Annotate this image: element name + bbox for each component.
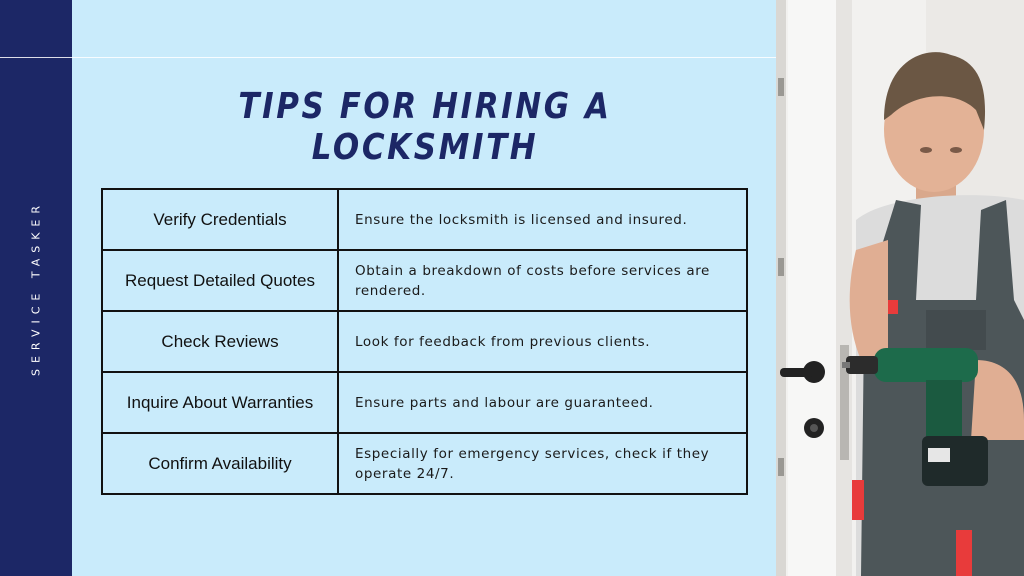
brand-text: SERVICE TASKER	[29, 199, 43, 377]
table-row	[102, 189, 747, 250]
tip-description: Look for feedback from previous clients.	[338, 311, 747, 372]
tip-description: Ensure parts and labour are guaranteed.	[338, 372, 747, 433]
tip-description: Especially for emergency services, check if they operate 24/7.	[338, 433, 747, 494]
table-row	[102, 433, 747, 494]
header-divider	[0, 57, 776, 58]
page-title: TIPS FOR HIRING A LOCKSMITH	[238, 86, 612, 168]
table-row	[102, 311, 747, 372]
table-row	[102, 250, 747, 311]
table-row	[102, 372, 747, 433]
tip-name: Inquire About Warranties	[102, 372, 338, 433]
tips-table	[101, 188, 748, 495]
locksmith-photo	[776, 0, 1024, 576]
tip-name: Check Reviews	[102, 311, 338, 372]
tip-name: Request Detailed Quotes	[102, 250, 338, 311]
tip-description: Obtain a breakdown of costs before services are rendered.	[338, 250, 747, 311]
tip-description: Ensure the locksmith is licensed and insured.	[338, 189, 747, 250]
tip-name: Confirm Availability	[102, 433, 338, 494]
sidebar	[0, 0, 72, 576]
tip-name: Verify Credentials	[102, 189, 338, 250]
